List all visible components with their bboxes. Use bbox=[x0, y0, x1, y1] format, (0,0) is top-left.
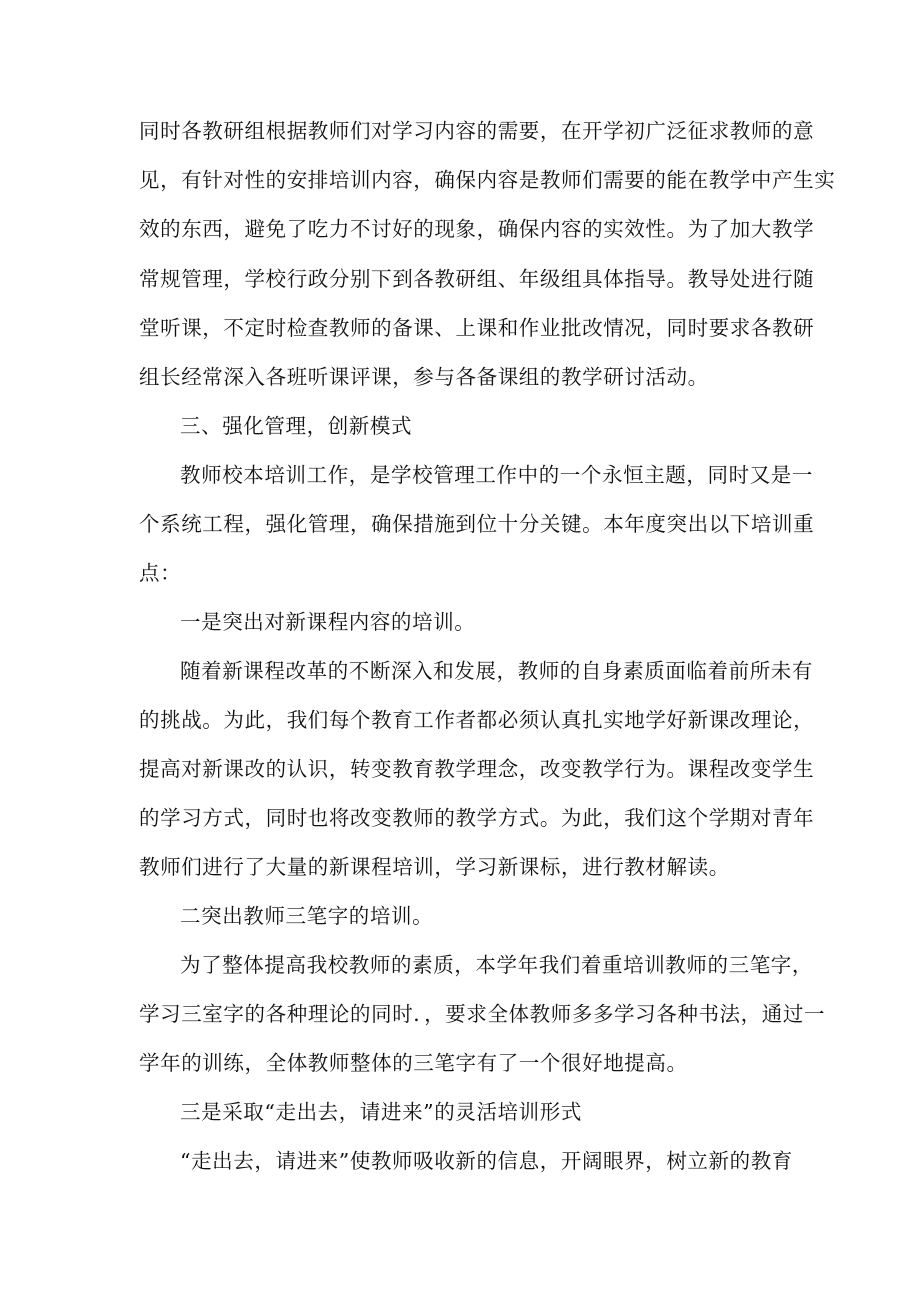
text-line: 教师们进行了大量的新课程培训，学习新课标，进行教材解读。 bbox=[139, 855, 730, 879]
text-line: 的学习方式，同时也将改变教师的教学方式。为此，我们这个学期对青年 bbox=[139, 806, 815, 830]
subsection-heading: 三是采取“走出去，请进来”的灵活培训形式 bbox=[180, 1100, 582, 1124]
subsection-heading: 一是突出对新课程内容的培训。 bbox=[180, 610, 476, 634]
text-line: “走出去，请进来”使教师吸收新的信息，开阔眼界，树立新的教育 bbox=[180, 1149, 793, 1173]
text-line: 效的东西，避免了吃力不讨好的现象，确保内容的实效性。为了加大教学 bbox=[139, 217, 815, 241]
text-line: 提高对新课改的认识，转变教育教学理念，改变教学行为。课程改变学生 bbox=[139, 757, 815, 781]
text-line: 同时各教研组根据教师们对学习内容的需要，在开学初广泛征求教师的意 bbox=[139, 119, 815, 143]
text-line: 见，有针对性的安排培训内容，确保内容是教师们需要的能在教学中产生实 bbox=[139, 168, 836, 192]
text-line: 堂听课，不定时检查教师的备课、上课和作业批改情况，同时要求各教研 bbox=[139, 316, 815, 340]
text-line: 常规管理，学校行政分别下到各教研组、年级组具体指导。教导处进行随 bbox=[139, 267, 815, 291]
text-line: 随着新课程改革的不断深入和发展，教师的自身素质面临着前所未有 bbox=[180, 659, 813, 683]
text-line: 点： bbox=[139, 561, 182, 585]
text-line: 个系统工程，强化管理，确保措施到位十分关键。本年度突出以下培训重 bbox=[139, 512, 815, 536]
section-heading: 三、强化管理，创新模式 bbox=[180, 414, 413, 438]
text-line: 学年的训练，全体教师整体的三笔字有了一个很好地提高。 bbox=[139, 1051, 688, 1075]
text-line: 的挑战。为此，我们每个教育工作者都必须认真扎实地学好新课改理论， bbox=[139, 708, 815, 732]
text-line: 组长经常深入各班听课评课，参与各备课组的教学研讨活动。 bbox=[139, 365, 709, 389]
text-line: 为了整体提高我校教师的素质，本学年我们着重培训教师的三笔字， bbox=[180, 953, 813, 977]
subsection-heading: 二突出教师三笔字的培训。 bbox=[180, 904, 434, 928]
text-line: 教师校本培训工作，是学校管理工作中的一个永恒主题，同时又是一 bbox=[180, 463, 813, 487]
text-line: 学习三室字的各种理论的同时．，要求全体教师多多学习各种书法，通过一 bbox=[139, 1002, 826, 1026]
